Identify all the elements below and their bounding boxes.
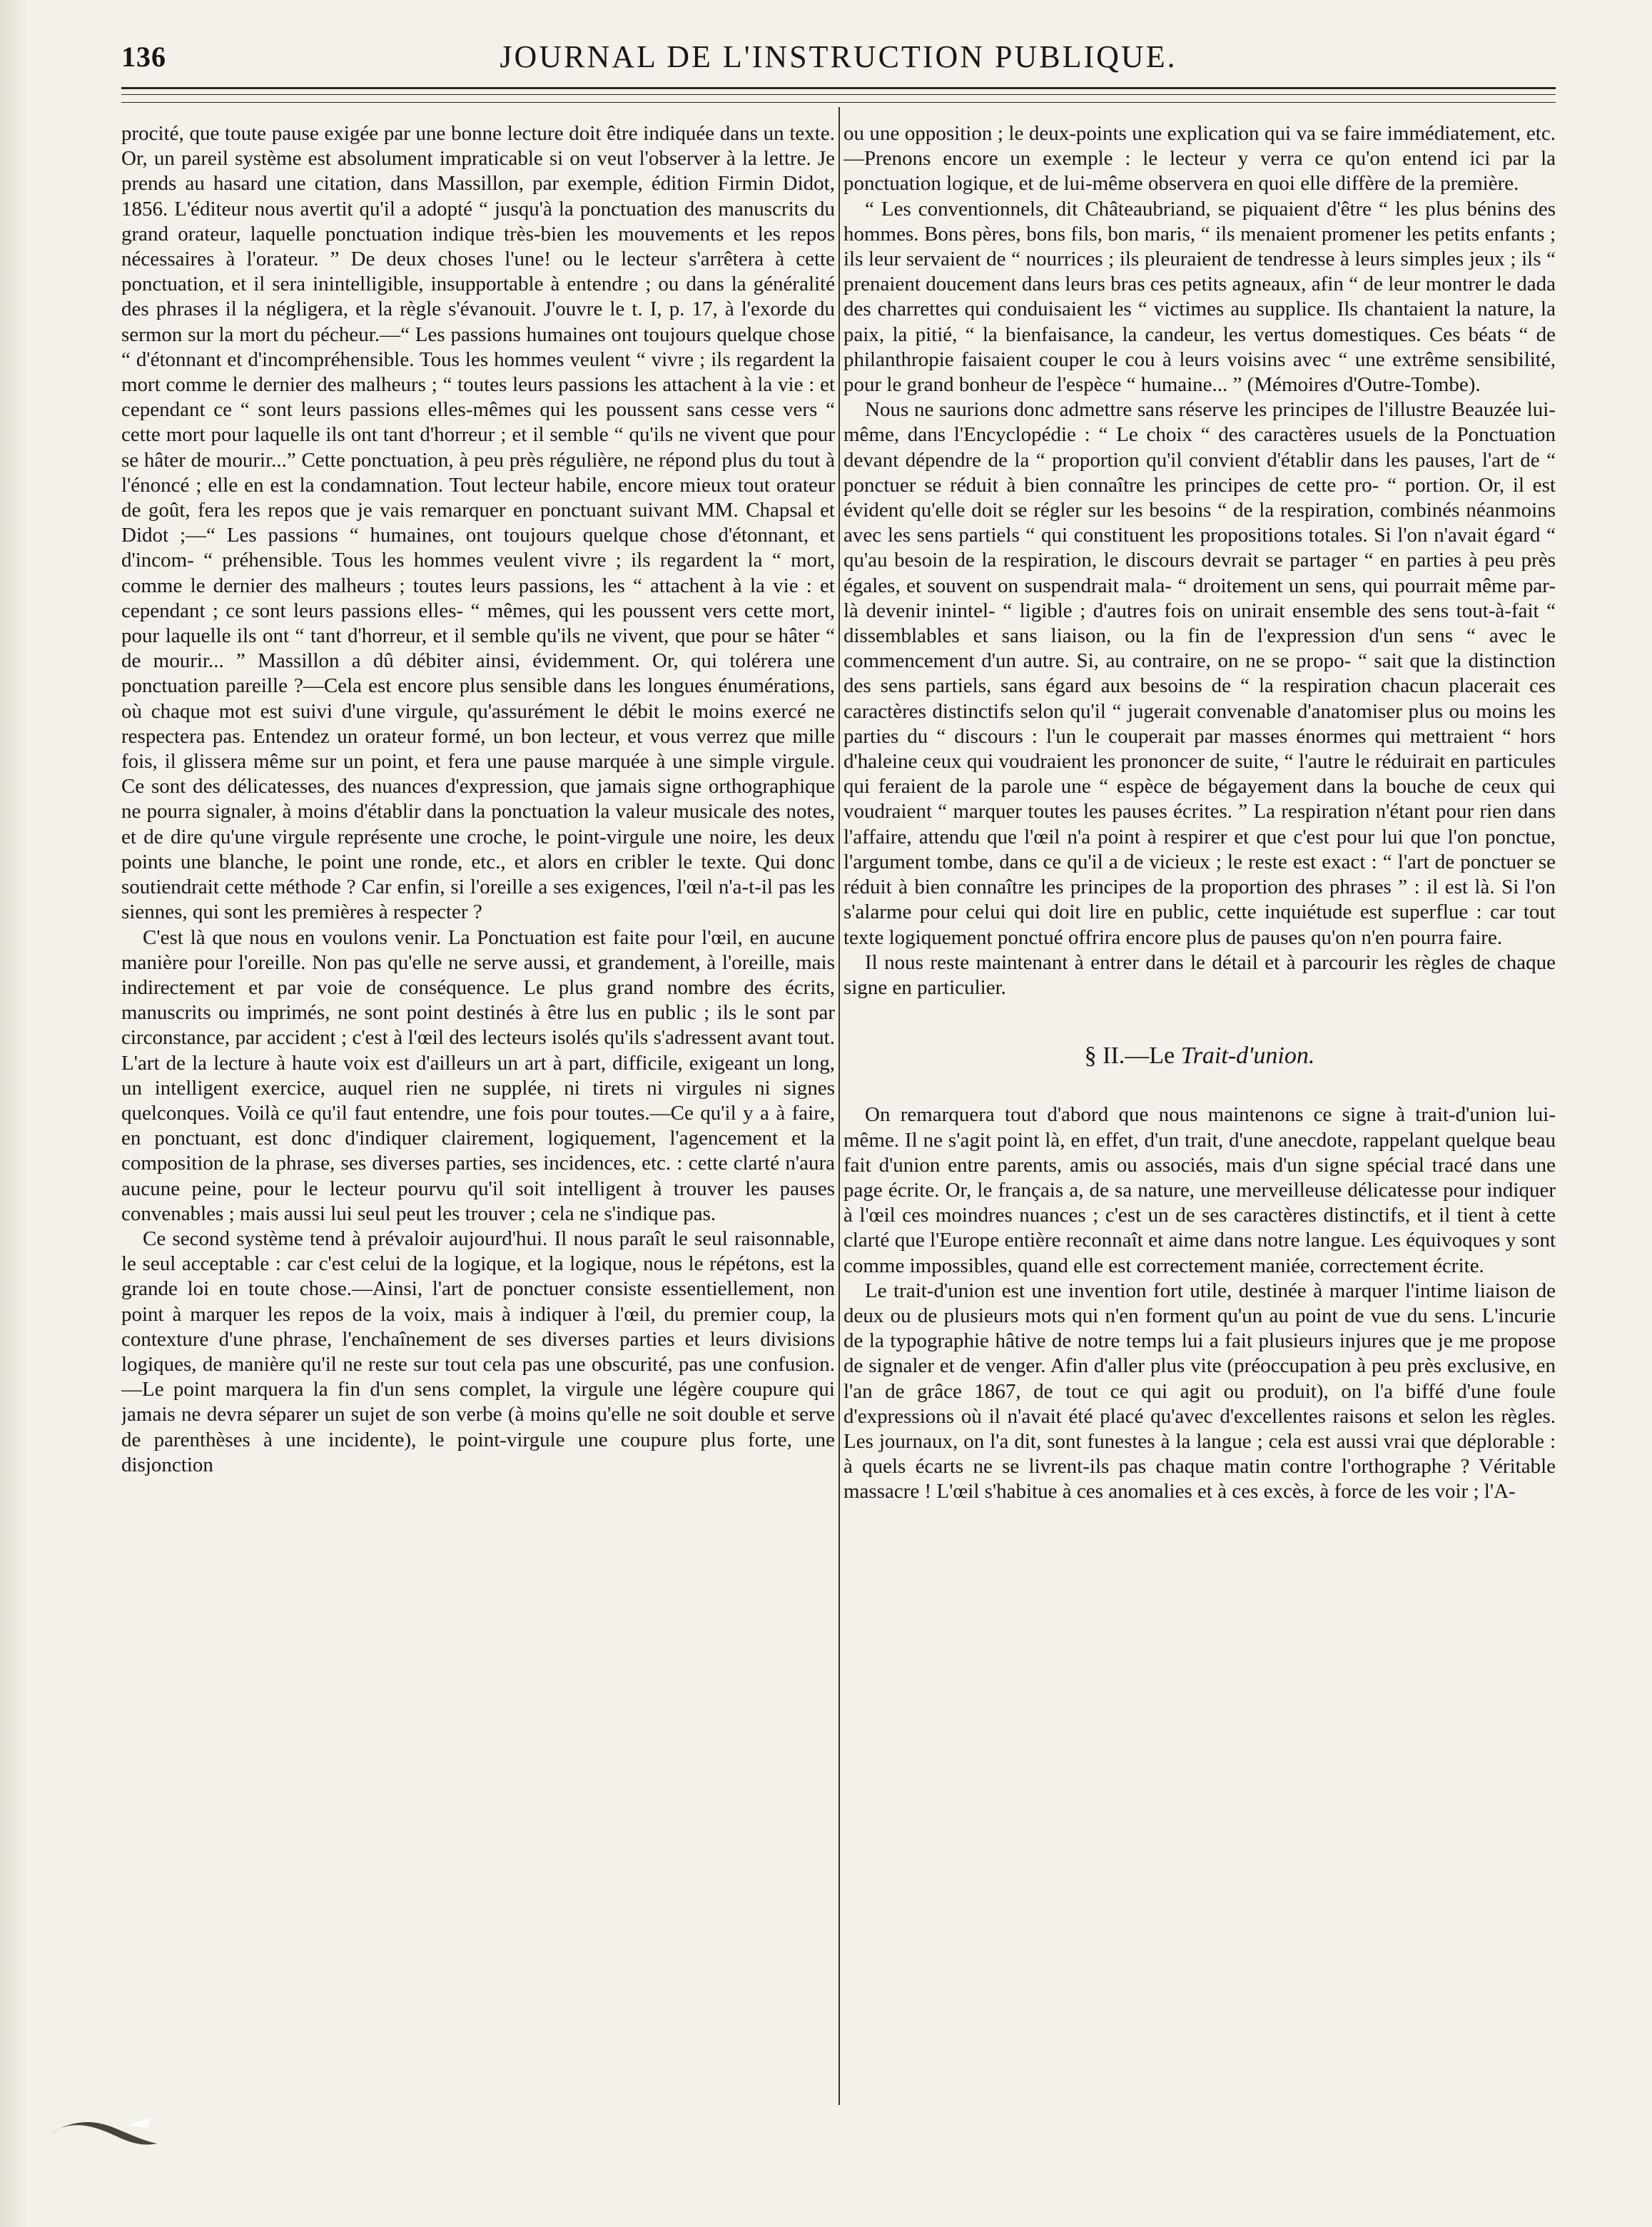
section-number: § II.—Le [1084,1043,1181,1070]
left-paragraph-2: C'est là que nous en voulons venir. La Ponctuation est faite pour l'œil, en aucune manière pour l'oreille. Non pas qu'elle ne serve aussi, et grandement, à l'oreille, mais indirectement et par voie de conséquence. Le plus grand nombre des écrits, manuscrits ou imprimés, ne sont point destinés à être lus en public ; ils le sont par circonstance, par accident ; c'est à l'œil des lecteurs isolés qu'ils s'adressent avant tout. L'art de la lecture à haute voix est d'ailleurs un art à part, difficile, exigeant un long, un intelligent exercice, auquel rien ne supplée, ni tirets ni virgules ni signes quelconques. Voilà ce qu'il faut entendre, une fois pour toutes.—Ce qu'il y a à faire, en ponctuant, est donc d'indiquer clairement, logiquement, l'agencement et la composition de la phrase, ses diverses parties, ses incidences, etc. : cette clarté n'aura aucune peine, pour le lecteur pourvu qu'il soit intelligent à trouver les pauses convenables ; mais aussi lui seul peut les trouver ; cela ne s'indique pas. [121,925,835,1225]
paper-stain-mark [43,2112,186,2155]
right-paragraph-3: Nous ne saurions donc admettre sans réserve les principes de l'illustre Beauzée lui-même, dans l'Encyclopédie : “ Le choix “ des caractères usuels de la Ponctuation devant dépendre de la “ proportion qu'il convient d'établir dans les pauses, l'art de “ ponctuer se réduit à bien connaître les principes de cette pro- “ portion. Or, il est évident qu'elle doit se régler sur les besoins “ de la respiration, combinés néanmoins avec les sens partiels “ qui constituent les propositions totales. Si l'on n'avait égard “ qu'au besoin de la respiration, le discours devrait se partager “ en parties à peu près égales, et souvent on suspendrait mala- “ droitement un sens, qui pourrait même par-là devenir inintel- “ ligible ; d'autres fois on unirait ensemble des sens tout-à-fait “ dissemblables et sans liaison, ou la fin de l'expression d'un sens “ avec le commencement d'un autre. Si, au contraire, on ne se propo- “ sait que la distinction des sens partiels, sans égard aux besoins de “ la respiration chacun placerait ces caractères distinctifs selon qu'il “ jugerait convenable d'anatomiser plus ou moins les parties du “ discours : l'un le couperait par masses énormes qui mettraient “ hors d'haleine ceux qui voudraient les prononcer de suite, “ l'autre le réduirait en particules qui feraient de la parole une “ espèce de bégayement dans la bouche de ceux qui voudraient “ marquer toutes les pauses écrites. ” La respiration n'étant pour rien dans l'affaire, attendu que l'œil n'a point à respirer et que c'est pour lui que l'on ponctue, l'argument tombe, dans ce qu'il a de vicieux ; le reste est exact : “ l'art de ponctuer se réduit à bien connaître les principes de la proportion des phrases ” : il est là. Si l'on s'alarme pour celui qui doit lire en public, cette inquiétude est superflue : car tout texte logiquement ponctué offrira encore plus de pauses qu'on n'en pourra faire. [843,398,1556,949]
right-paragraph-4: Il nous reste maintenant à entrer dans le détail et à parcourir les règles de chaque signe en particulier. [843,950,1556,999]
header-rule [121,87,1556,103]
left-paragraph-1: procité, que toute pause exigée par une bonne lecture doit être indiquée dans un texte. Or, un pareil système est absolument impraticable si on veut l'observer à la lettre. Je prends au hasard une citation, dans Massillon, par exemple, édition Firmin Didot, 1856. L'éditeur nous avertit qu'il a adopté “ jusqu'à la ponctuation des manuscrits du grand orateur, laquelle ponctuation indique très-bien les mouvements et les repos nécessaires à l'orateur. ” De deux choses l'une! ou le lecteur s'arrêtera à cette ponctuation, et il sera inintelligible, insupportable à entendre ; ou dans la généralité des phrases il la négligera, et la règle s'évanouit. J'ouvre le t. I, p. 17, à l'exorde du sermon sur la mort du pécheur.—“ Les passions humaines ont toujours quelque chose “ d'étonnant et d'incompréhensible. Tous les hommes veulent “ vivre ; ils regardent la mort comme le dernier des malheurs ; “ toutes leurs passions les attachent à la vie : et cependant ce “ sont leurs passions elles-mêmes qui les poussent sans cesse vers “ cette mort pour laquelle ils ont tant d'horreur ; et il semble “ qu'ils ne vivent que pour se hâter de mourir...” Cette ponctuation, à peu près régulière, ne répond plus du tout à l'énoncé ; elle en est la condamnation. Tout lecteur habile, encore mieux tout orateur de goût, fera les repos que je vais remarquer en ponctuant suivant MM. Chapsal et Didot ;—“ Les passions “ humaines, ont toujours quelque chose d'étonnant, et d'incom- “ préhensible. Tous les hommes veulent vivre ; ils regardent la “ mort, comme le dernier des malheurs ; toutes leurs passions, les “ attachent à la vie : et cependant ; ce sont leurs passions elles- “ mêmes, qui les poussent vers cette mort, pour laquelle ils ont “ tant d'horreur, et il semble qu'ils ne vivent, que pour se hâter “ de mourir... ” Massillon a dû débiter ainsi, évidemment. Or, qui tolérera une ponctuation pareille ?—Cela est encore plus sensible dans les longues énumérations, où chaque mot est suivi d'une virgule, qu'assurément le débit le moins exercé ne respectera pas. Entendez un orateur formé, un bon lecteur, et vous verrez que mille fois, il glissera même sur un point, et fera une pause marquée à une simple virgule. Ce sont des délicatesses, des nuances d'expression, que jamais signe orthographique ne pourra signaler, à moins d'établir dans la ponctuation la valeur musicale des notes, et de dire qu'une virgule représente une croche, le point-virgule une noire, les deux points une blanche, le point une ronde, etc., et alors en cribler le texte. Qui donc soutiendrait cette méthode ? Car enfin, si l'oreille a ses exigences, l'œil n'a-t-il pas les siennes, qui sont les premières à respecter ? [121,122,835,924]
left-column [121,121,835,2105]
section-heading [843,1043,1556,1068]
left-paragraph-3: Ce second système tend à prévaloir aujourd'hui. Il nous paraît le seul raisonnable, le seul acceptable : car c'est celui de la logique, et la logique, nous le répétons, est la grande loi en toute chose.—Ainsi, l'art de ponctuer consiste essentiellement, non point à marquer les repos de la voix, mais à indiquer à l'œil, du premier coup, la contexture d'une phrase, l'enchaînement de ses diverses parties et leurs divisions logiques, de manière qu'il ne reste sur tout cela pas une obscurité, pas une confusion.—Le point marquera la fin d'un sens complet, la virgule une légère coupure qui jamais ne devra séparer un sujet de son verbe (à moins qu'elle ne soit double et serve de parenthèses à une incidente), le point-virgule une coupure plus forte, une disjonction [121,1227,835,1476]
column-divider [838,107,840,2105]
section-name: Trait-d'union. [1180,1043,1315,1070]
right-paragraph-6: Le trait-d'union est une invention fort utile, destinée à marquer l'intime liaison de deux ou de plusieurs mots qui n'en forment qu'un au point de vue du sens. L'incurie de la typographie hâtive de notre temps lui a fait plusieurs injures que je me propose de signaler et de venger. Afin d'aller plus vite (préoccupation à peu près exclusive, en l'an de grâce 1867, de tout ce qui agit ou produit), on l'a biffé d'une foule d'expressions où il n'avait été placé qu'avec d'excellentes raisons et selon les règles. Les journaux, on l'a dit, sont funestes à la langue ; cela est aussi vrai que déplorable : à quels écarts ne se livrent-ils pas chaque matin contre l'orthographe ? Véritable massacre ! L'œil s'habitue à ces anomalies et à ces excès, à force de les voir ; l'A- [843,1279,1556,1503]
right-paragraph-1: ou une opposition ; le deux-points une explication qui va se faire immédiatement, etc.—Prenons encore un exemple : le lecteur y verra ce qu'on entend ici par la ponctuation logique, et de lui-même observera en quoi elle diffère de la première. [843,122,1556,196]
right-column [843,121,1556,2105]
journal-title: JOURNAL DE L'INSTRUCTION PUBLIQUE. [500,39,1177,74]
page-number: 136 [121,41,166,73]
page-header [121,36,1556,78]
right-paragraph-2: “ Les conventionnels, dit Châteaubriand, se piquaient d'être “ les plus bénins des hommes. Bons pères, bons fils, bon maris, “ ils menaient promener les petits enfants ; ils leur servaient de “ nourrices ; ils pleuraient de tendresse à leurs simples jeux ; ils “ prenaient doucement dans leurs bras ces petits agneaux, afin “ de leur montrer le dada des charrettes qui conduisaient les “ victimes au supplice. Ils chantaient la nature, la paix, la pitié, “ la bienfaisance, la candeur, les vertus domestiques. Ces béats “ de philanthropie faisaient couper le cou à leurs voisins avec “ une extrême sensibilité, pour le grand bonheur de l'espèce “ humaine... ” (Mémoires d'Outre-Tombe). [843,197,1556,397]
right-paragraph-5: On remarquera tout d'abord que nous maintenons ce signe à trait-d'union lui-même. Il ne s'agit point là, en effet, d'un trait, d'une anecdote, rappelant quelque beau fait d'union entre parents, amis ou associés, mais d'un signe spécial tracé dans une page écrite. Or, le français a, de sa nature, une merveilleuse délicatesse pour indiquer à l'œil ces moindres nuances ; c'est un de ses caractères distinctifs, et il tient à cette clarté que l'Europe entière reconnaît et aime dans notre langue. Les équivoques y sont comme impossibles, quand elle est correctement maniée, correctement écrite. [843,1103,1556,1277]
page-edge-shadow [0,0,29,2227]
